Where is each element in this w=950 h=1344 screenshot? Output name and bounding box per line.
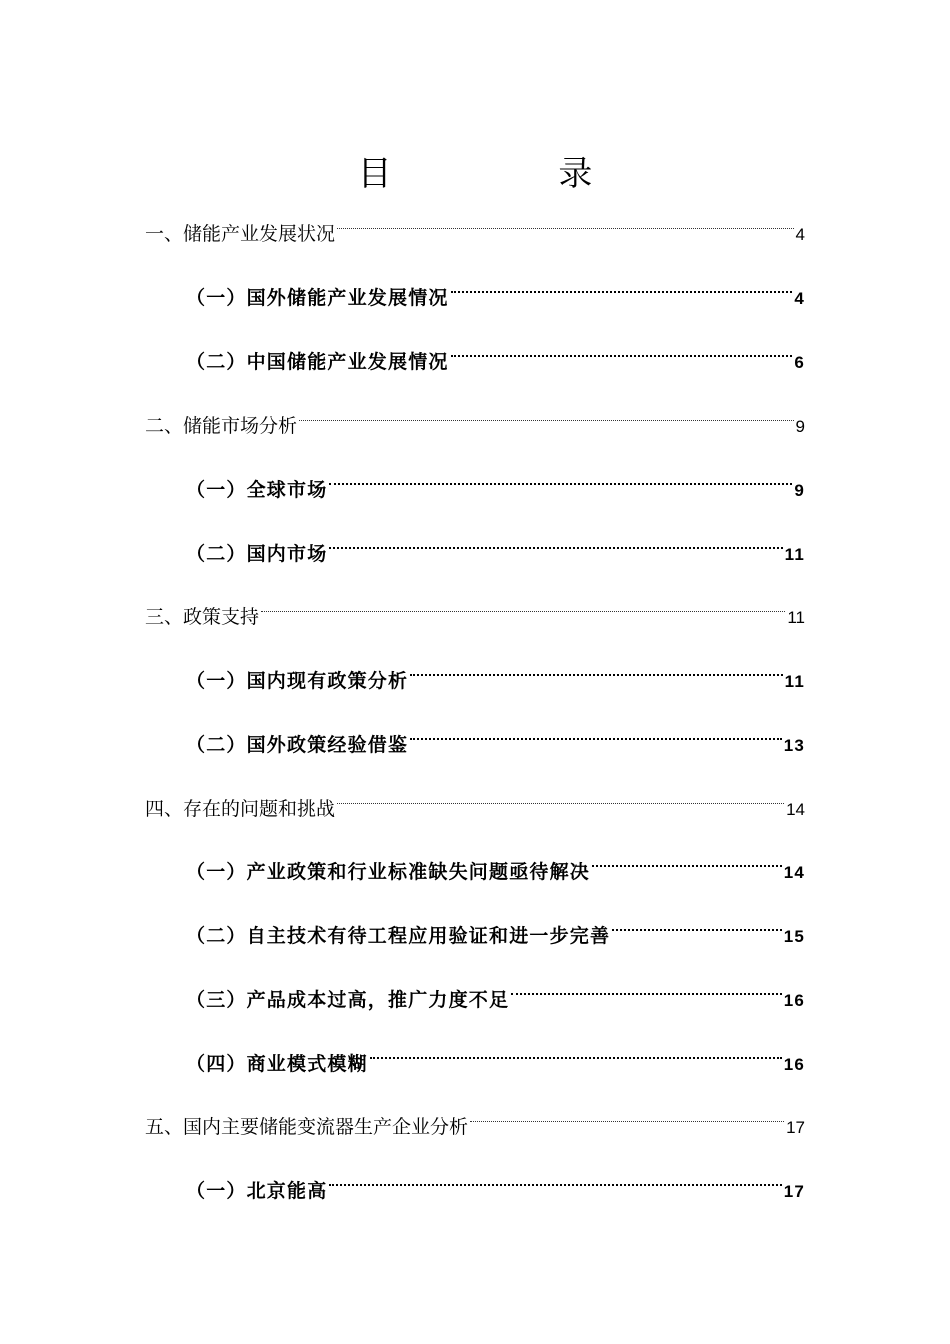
toc-entry-label: （二）国外政策经验借鉴 [186,734,409,756]
dot-leader [451,328,793,368]
toc-entry[interactable] [186,456,805,501]
dot-leader [612,902,781,942]
dot-leader [511,966,781,1006]
toc-entry-page: 15 [783,927,805,946]
dot-leader [410,711,781,751]
dot-leader [337,200,794,240]
toc-entry-page: 16 [783,991,805,1010]
toc-entry[interactable] [186,711,805,756]
toc-entry[interactable] [186,1030,805,1075]
toc-entry-page: 9 [794,481,805,500]
toc-entry-page: 13 [783,736,805,755]
toc-entry-label: （一）国内现有政策分析 [186,670,409,692]
toc-entry-page: 14 [783,863,805,882]
dot-leader [370,1030,782,1070]
dot-leader [261,583,785,623]
toc-entry-label: （一）全球市场 [186,479,328,501]
toc-entry-label: 三、政策支持 [145,606,260,628]
toc-entry-label: （一）国外储能产业发展情况 [186,287,449,309]
toc-entry[interactable] [186,1157,805,1202]
toc-entry[interactable] [186,902,805,947]
toc-entry-page: 4 [794,289,805,308]
toc-entry[interactable] [145,1093,805,1138]
toc-entry[interactable] [145,392,805,437]
toc-entry-label: （三）产品成本过高，推广力度不足 [186,989,510,1011]
toc-entry[interactable] [145,200,805,245]
toc-entry[interactable] [186,838,805,883]
toc-entry[interactable] [145,583,805,628]
toc-entry-page: 4 [795,225,805,244]
toc-entry[interactable] [186,328,805,373]
toc-entry-label: 四、存在的问题和挑战 [145,798,336,820]
dot-leader [329,520,782,560]
dot-leader [299,392,794,432]
toc-entry-label: （一）北京能高 [186,1180,328,1202]
toc-entry-label: （四）商业模式模糊 [186,1053,368,1075]
toc-entry-page: 14 [786,800,805,819]
dot-leader [337,775,784,815]
toc-entry-page: 11 [784,672,805,691]
toc-entry[interactable] [186,264,805,309]
toc-entry-label: （一）产业政策和行业标准缺失问题亟待解决 [186,861,591,883]
toc-entry-page: 9 [795,417,805,436]
dot-leader [592,838,782,878]
toc-entry-page: 11 [784,545,805,564]
toc-entry-page: 11 [787,608,805,627]
toc-entry-label: （二）中国储能产业发展情况 [186,351,449,373]
toc-entry-label: 一、储能产业发展状况 [145,223,336,245]
toc-entry-page: 6 [794,353,805,372]
toc-entry-label: 五、国内主要储能变流器生产企业分析 [145,1116,469,1138]
dot-leader [470,1093,784,1133]
toc-entry[interactable] [186,966,805,1011]
dot-leader [329,1157,781,1197]
toc-entry-label: 二、储能市场分析 [145,415,298,437]
dot-leader [329,456,792,496]
dot-leader [451,264,793,304]
dot-leader [410,647,782,687]
toc-title: 目 录 [357,153,671,194]
toc-entry-label: （二）国内市场 [186,543,328,565]
toc-entry[interactable] [186,520,805,565]
toc-entry[interactable] [145,775,805,820]
toc-entry-page: 16 [783,1055,805,1074]
toc-entry-page: 17 [786,1118,805,1137]
toc-entry-page: 17 [783,1182,805,1201]
toc-entry[interactable] [186,647,805,692]
toc-entry-label: （二）自主技术有待工程应用验证和进一步完善 [186,925,611,947]
